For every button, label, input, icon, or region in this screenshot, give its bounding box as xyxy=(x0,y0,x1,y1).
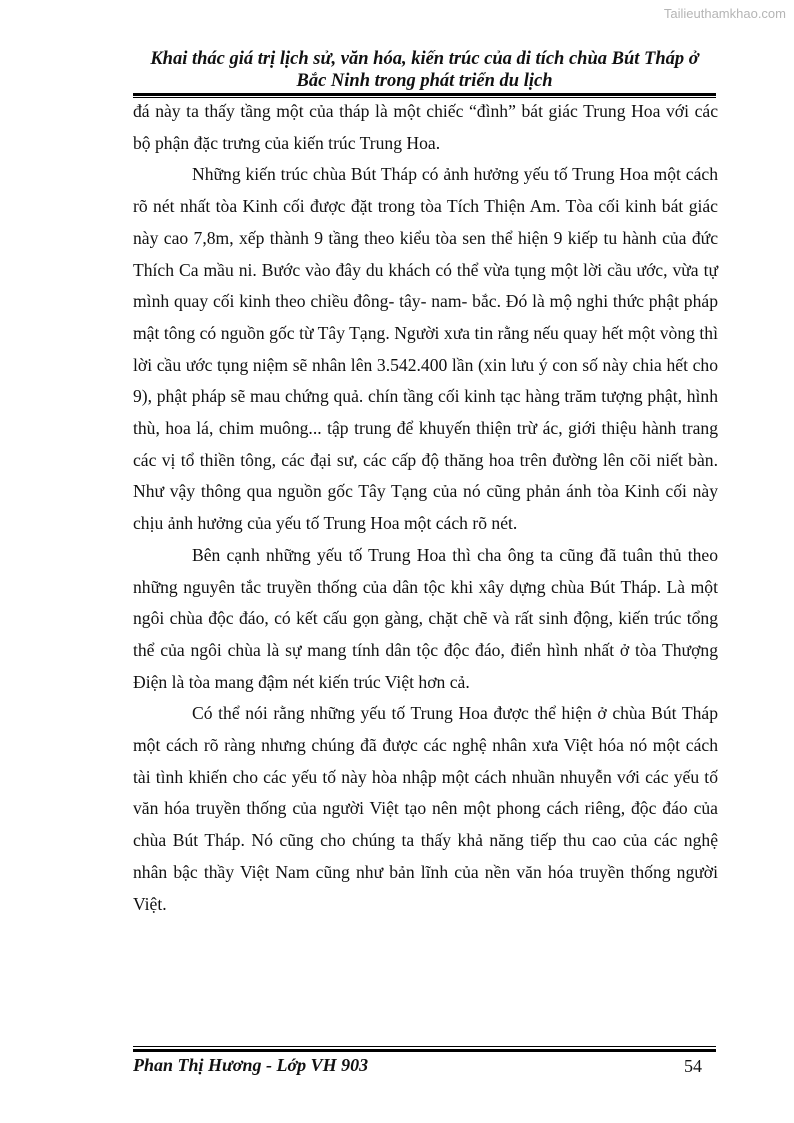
paragraph-4: Có thể nói rằng những yếu tố Trung Hoa được thể hiện ở chùa Bút Tháp một cách rõ ràng nhưng chúng đã được các nghệ nhân xưa Việt hóa nó một cách tài tình khiến cho các yếu tố này hòa nhập một cách nhuần nhuyễn với các yếu tố văn hóa truyền thống của người Việt tạo nên một phong cách riêng, độc đáo của chùa Bút Tháp. Nó cũng cho chúng ta thấy khả năng tiếp thu cao của các nghệ nhân bậc thầy Việt Nam cũng như bản lĩnh của nền văn hóa truyền thống người Việt. xyxy=(133,703,718,914)
paragraph-2: Những kiến trúc chùa Bút Tháp có ảnh hưởng yếu tố Trung Hoa một cách rõ nét nhất tòa Kinh cối được đặt trong tòa Tích Thiện Am. Tòa cối kinh bát giác này cao 7,8m, xếp thành 9 tầng theo kiểu tòa sen thể hiện 9 kiếp tu hành của đức Thích Ca mầu ni. Bước vào đây du khách có thể vừa tụng một lời cầu ước, vừa tự mình quay cối kinh theo chiều đông- tây- nam- bắc. Đó là mộ nghi thức phật pháp mật tông có nguồn gốc từ Tây Tạng. Người xưa tin rằng nếu quay hết một vòng thì lời cầu ước tụng niệm sẽ nhân lên 3.542.400 lần (xin lưu ý con số này chia hết cho 9), phật pháp sẽ mau chứng quả. chín tầng cối kinh tạc hàng trăm tượng phật, hình thù, hoa lá, chim muông... tập trung để khuyến thiện trừ ác, giới thiệu hành trang các vị tổ thiền tông, các đại sư, các cấp độ thăng hoa trên đường lên cõi niết bàn. Như vậy thông qua nguồn gốc Tây Tạng của nó cũng phản ánh tòa Kinh cối này chịu ảnh hưởng của yếu tố Trung Hoa một cách rõ nét. xyxy=(133,164,718,534)
page-number: 54 xyxy=(684,1056,702,1076)
paragraph-3: Bên cạnh những yếu tố Trung Hoa thì cha ông ta cũng đã tuân thủ theo những nguyên tắc truyền thống của dân tộc khi xây dựng chùa Bút Tháp. Là một ngôi chùa độc đáo, có kết cấu gọn gàng, chặt chẽ và rất sinh động, kiến trúc tổng thể của ngôi chùa là sự mang tính dân tộc độc đáo, điển hình nhất ở tòa Thượng Điện là tòa mang đậm nét kiến trúc Việt hơn cả. xyxy=(133,544,718,692)
footer-rule-thick xyxy=(133,1049,716,1052)
footer-author: Phan Thị Hương - Lớp VH 903 xyxy=(133,1055,369,1075)
document-body xyxy=(133,96,718,920)
header-line-2: Bắc Ninh trong phát triển du lịch xyxy=(296,71,553,91)
page-header xyxy=(133,48,716,92)
paragraph-1: đá này ta thấy tầng một của tháp là một chiếc “đình” bát giác Trung Hoa với các bộ phận đặc trưng của kiến trúc Trung Hoa. xyxy=(133,101,718,153)
watermark: Tailieuthamkhao.com xyxy=(663,6,786,21)
header-line-1: Khai thác giá trị lịch sử, văn hóa, kiến trúc của di tích chùa Bút Tháp ở xyxy=(150,49,699,69)
footer-rule-thin xyxy=(133,1046,716,1047)
